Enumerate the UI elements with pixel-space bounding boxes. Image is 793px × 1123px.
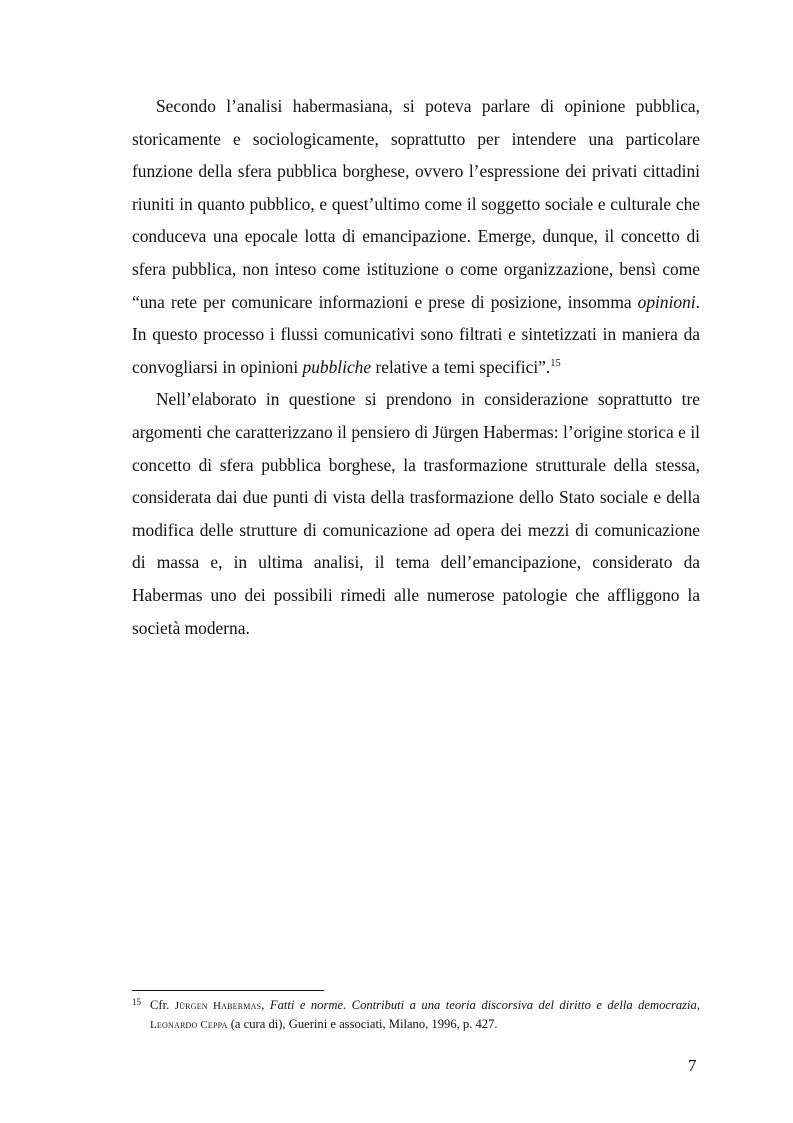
footnote-editor: Leonardo Ceppa (150, 1019, 228, 1031)
footnote-number: 15 (132, 997, 141, 1007)
paragraph-1-italic-pubbliche: pubbliche (302, 356, 372, 377)
paragraph-2-text: Nell’elaborato in questione si prendono in considerazione soprattutto tre argomenti che caratterizzano il pensiero di Jürgen Habermas: l’origine storica e il concetto di sfera pubblica borghese, la trasformazione strutturale della stessa, considerata dai due punti di vista della trasformazione dello Stato sociale e della modifica delle strutture di comunicazione ad opera dei mezzi di comunicazione di massa e, in ultima analisi, il tema dell’emancipazione, considerato da Habermas uno dei possibili rimedi alle numerose patologie che affliggono la società moderna. (132, 389, 700, 638)
paragraph-1-text-3: relative a temi specifici”. (371, 356, 551, 377)
paragraph-2 (132, 383, 700, 644)
paragraph-1-text-1: Secondo l’analisi habermasiana, si poteva parlare di opinione pubblica, storicamente e sociologicamente, soprattutto per intendere una particolare funzione della sfera pubblica borghese, ovvero l’espressione dei privati cittadini riuniti in quanto pubblico, e quest’ultimo come il soggetto sociale e culturale che conduceva una epocale lotta di emancipazione. Emerge, dunque, il concetto di sfera pubblica, non inteso come istituzione o come organizzazione, bensì come “una rete per comunicare informazioni e prese di posizione, insomma (132, 96, 700, 312)
footnote-text-4: (a cura di), Guerini e associati, Milano, 1996, p. 427. (227, 1017, 498, 1031)
footnote-title: Fatti e norme. Contributi a una teoria discorsiva del diritto e della democrazia (269, 998, 697, 1012)
footnote-author: Jürgen Habermas (174, 1000, 262, 1012)
paragraph-1 (132, 90, 700, 383)
footnote-text-3: , (696, 998, 701, 1012)
footnote-separator (132, 990, 324, 991)
page-number: 7 (688, 1056, 697, 1075)
footnote-text-1: Cfr. (150, 998, 175, 1012)
footnote-text-2: , (261, 998, 270, 1012)
paragraph-1-italic-opinioni: opinioni (637, 291, 696, 312)
footnote-body (132, 996, 700, 1034)
footnote (132, 996, 700, 1034)
paragraph-1-text-2: . In questo processo i flussi comunicativi sono filtrati e sintetizzati in maniera da convogliarsi in opinioni (132, 291, 700, 377)
footnote-reference[interactable]: 15 (550, 357, 561, 369)
body-text (132, 90, 700, 644)
